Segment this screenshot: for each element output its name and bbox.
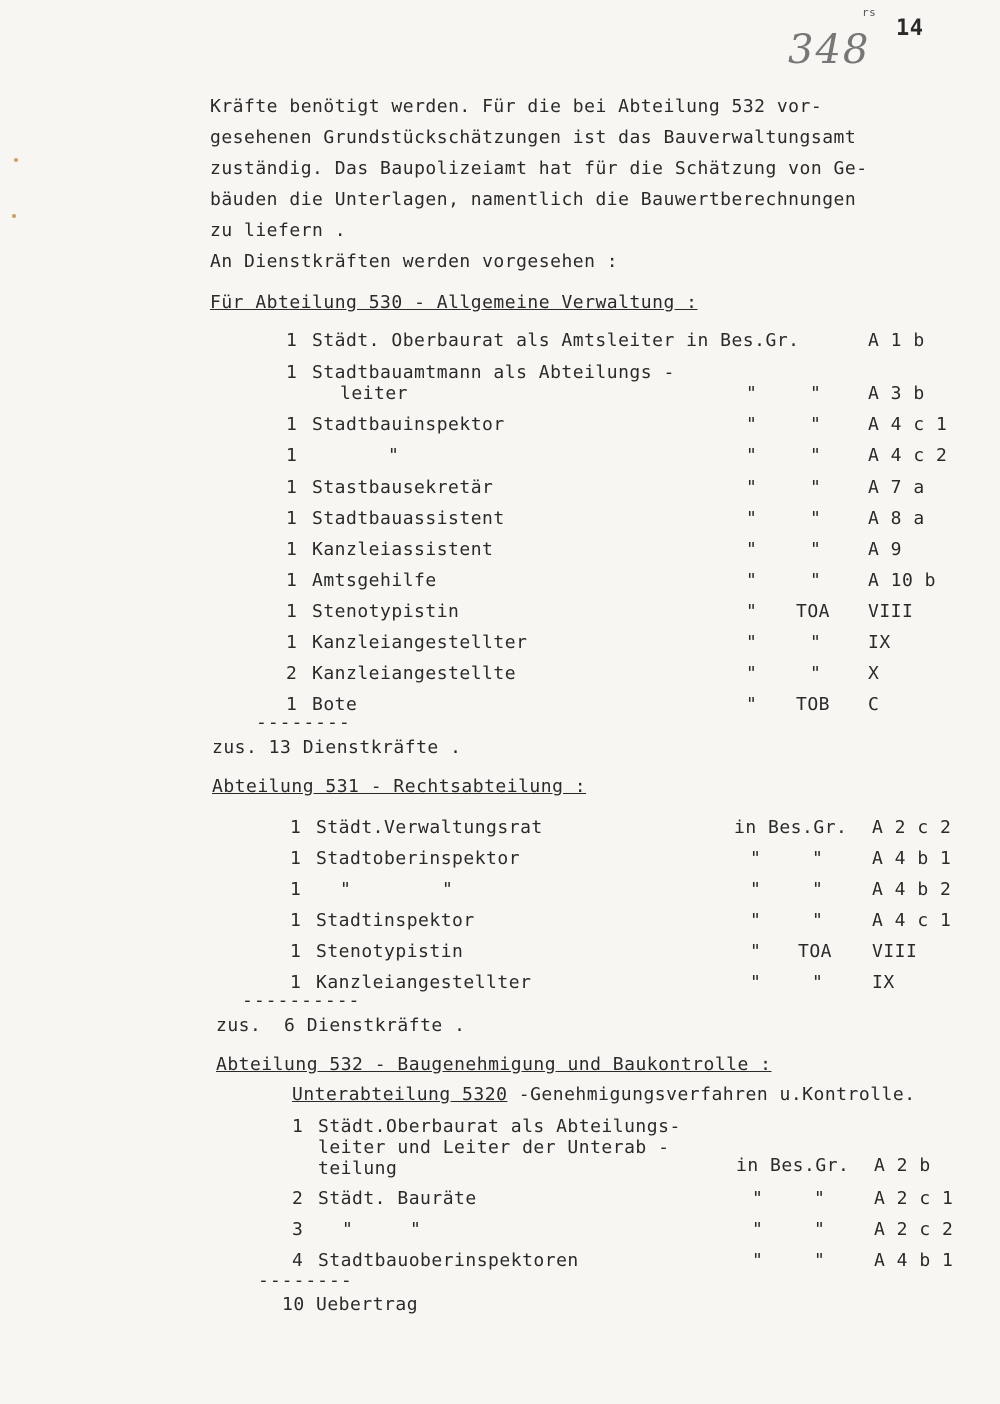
pay-grade: A 2 c 2 (872, 817, 952, 838)
count: 1 (286, 570, 298, 591)
sum-rule: ---------- (242, 990, 361, 1011)
subsection-number: Unterabteilung 5320 (292, 1084, 508, 1105)
position-title: Stadtbauinspektor (312, 414, 505, 435)
paper-speck (12, 214, 16, 218)
ditto-mark: " (746, 414, 758, 435)
ditto-mark: " (810, 508, 822, 529)
ditto-mark: " (750, 910, 762, 931)
ditto-mark: " (746, 663, 758, 684)
ditto-mark: " (746, 570, 758, 591)
intro-line: zuständig. Das Baupolizeiamt hat für die Schätzung von Ge- (210, 158, 868, 179)
ditto-mark: " (746, 632, 758, 653)
intro-line: zu liefern . (210, 220, 347, 241)
subsection-title: -Genehmigungsverfahren u.Kontrolle. (507, 1084, 916, 1105)
position-title: Stadtbauassistent (312, 508, 505, 529)
count: 1 (290, 941, 302, 962)
tariff-code: TOA (796, 601, 831, 622)
ditto-mark: " (810, 477, 822, 498)
tariff-code: TOA (798, 941, 833, 962)
pay-grade: IX (868, 632, 891, 653)
ditto-mark: " (752, 1219, 764, 1240)
count: 1 (286, 362, 298, 383)
ditto-mark: " (810, 663, 822, 684)
position-title: " (388, 445, 400, 466)
pay-grade: A 4 b 1 (874, 1250, 954, 1271)
position-title: Bote (312, 694, 358, 715)
position-title-cont: leiter und Leiter der Unterab - (318, 1137, 670, 1158)
position-title: Kanzleiangestellter (316, 972, 532, 993)
subsection-heading (292, 1084, 916, 1106)
ditto-mark: " (746, 508, 758, 529)
ditto-mark: " (746, 539, 758, 560)
position-title: Kanzleiangestellter (312, 632, 528, 653)
ditto-mark: " (810, 414, 822, 435)
position-title: Stastbausekretär (312, 477, 494, 498)
position-title: " " (340, 879, 454, 900)
position-title: " " (342, 1219, 422, 1240)
position-title: Städt. Oberbaurat als Amtsleiter in Bes.Gr. (312, 330, 800, 351)
count: 1 (286, 508, 298, 529)
pay-grade: A 4 c 1 (872, 910, 952, 931)
page-number: 14 (896, 16, 924, 41)
intro-line: gesehenen Grundstückschätzungen ist das Bauverwaltungsamt (210, 127, 857, 148)
count: 1 (286, 445, 298, 466)
count: 1 (290, 910, 302, 931)
pay-grade: X (868, 663, 880, 684)
position-title: Stenotypistin (312, 601, 460, 622)
tariff-code: TOB (796, 694, 831, 715)
position-title: Stenotypistin (316, 941, 464, 962)
ditto-mark: " (812, 848, 824, 869)
position-title: Amtsgehilfe (312, 570, 437, 591)
pay-grade: A 2 c 1 (874, 1188, 954, 1209)
position-title: Kanzleiangestellte (312, 663, 517, 684)
pay-grade: A 7 a (868, 477, 925, 498)
pay-grade: A 4 b 1 (872, 848, 952, 869)
ditto-mark: " (746, 601, 758, 622)
count: 4 (292, 1250, 304, 1271)
paper-speck (14, 158, 18, 162)
ditto-mark: " (750, 848, 762, 869)
position-title: Stadtbauamtmann als Abteilungs - (312, 362, 675, 383)
pay-grade: A 9 (868, 539, 903, 560)
count: 1 (292, 1116, 304, 1137)
pay-grade: VIII (868, 601, 914, 622)
count: 1 (290, 879, 302, 900)
pay-grade: A 2 b (874, 1155, 931, 1176)
pay-grade: VIII (872, 941, 918, 962)
count: 1 (286, 414, 298, 435)
ditto-mark: " (746, 477, 758, 498)
intro-line: An Dienstkräften werden vorgesehen : (210, 251, 619, 272)
ditto-mark: " (810, 539, 822, 560)
position-title: Städt.Verwaltungsrat (316, 817, 543, 838)
position-title-cont: teilung (318, 1158, 398, 1179)
sum-rule: -------- (258, 1270, 353, 1291)
ditto-mark: " (810, 632, 822, 653)
ditto-mark: " (814, 1188, 826, 1209)
section-532-heading: Abteilung 532 - Baugenehmigung und Baukontrolle : (216, 1054, 772, 1075)
carry-forward: 10 Uebertrag (282, 1294, 419, 1315)
handwritten-folio-number: 348 (788, 27, 871, 73)
count: 3 (292, 1219, 304, 1240)
pay-grade: A 10 b (868, 570, 937, 591)
count: 1 (286, 477, 298, 498)
ditto-mark: " (746, 694, 758, 715)
section-531-total: zus. 6 Dienstkräfte . (216, 1015, 466, 1036)
count: 1 (290, 817, 302, 838)
pay-grade: A 1 b (868, 330, 925, 351)
section-531-heading: Abteilung 531 - Rechtsabteilung : (212, 776, 587, 797)
count: 2 (286, 663, 298, 684)
position-title: Städt. Bauräte (318, 1188, 477, 1209)
intro-line: bäuden die Unterlagen, namentlich die Bauwertberechnungen (210, 189, 857, 210)
section-530-heading: Für Abteilung 530 - Allgemeine Verwaltung : (210, 292, 698, 313)
count: 1 (286, 601, 298, 622)
pay-grade: C (868, 694, 880, 715)
ditto-mark: " (750, 941, 762, 962)
ditto-mark: " (814, 1219, 826, 1240)
pay-grade: IX (872, 972, 895, 993)
count: 1 (290, 972, 302, 993)
section-530-total: zus. 13 Dienstkräfte . (212, 737, 462, 758)
pay-group-label: in Bes.Gr. (734, 817, 848, 838)
pay-grade: A 8 a (868, 508, 925, 529)
count: 1 (286, 694, 298, 715)
position-title: Städt.Oberbaurat als Abteilungs- (318, 1116, 681, 1137)
sum-rule: -------- (256, 712, 351, 733)
pay-grade: A 4 c 1 (868, 414, 948, 435)
ditto-mark: " (810, 445, 822, 466)
pay-grade: A 2 c 2 (874, 1219, 954, 1240)
ditto-mark: " (810, 383, 822, 404)
ditto-mark: " (750, 972, 762, 993)
count: 1 (290, 848, 302, 869)
ditto-mark: " (746, 383, 758, 404)
pay-grade: A 4 b 2 (872, 879, 952, 900)
corner-marker: rs (862, 6, 877, 19)
position-title: Stadtbauoberinspektoren (318, 1250, 579, 1271)
position-title: Stadtinspektor (316, 910, 475, 931)
position-title: Stadtoberinspektor (316, 848, 521, 869)
ditto-mark: " (812, 972, 824, 993)
ditto-mark: " (752, 1188, 764, 1209)
ditto-mark: " (814, 1250, 826, 1271)
count: 1 (286, 330, 298, 351)
count: 1 (286, 632, 298, 653)
ditto-mark: " (750, 879, 762, 900)
ditto-mark: " (812, 910, 824, 931)
position-title: Kanzleiassistent (312, 539, 494, 560)
count: 1 (286, 539, 298, 560)
count: 2 (292, 1188, 304, 1209)
intro-line: Kräfte benötigt werden. Für die bei Abteilung 532 vor- (210, 96, 823, 117)
pay-group-label: in Bes.Gr. (736, 1155, 850, 1176)
pay-grade: A 3 b (868, 383, 925, 404)
ditto-mark: " (746, 445, 758, 466)
pay-grade: A 4 c 2 (868, 445, 948, 466)
ditto-mark: " (810, 570, 822, 591)
position-title-cont: leiter (340, 383, 409, 404)
ditto-mark: " (812, 879, 824, 900)
ditto-mark: " (752, 1250, 764, 1271)
